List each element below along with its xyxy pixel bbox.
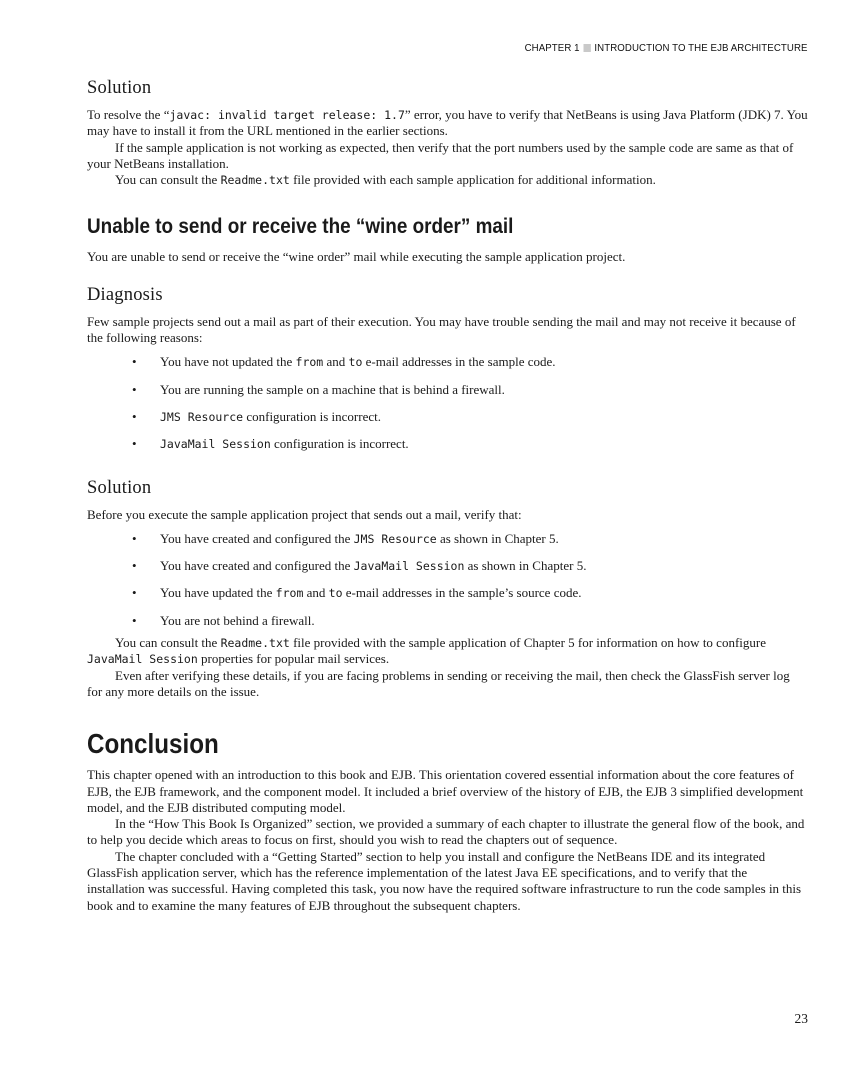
diagnosis-paragraph: Few sample projects send out a mail as part of their execution. You may have trouble sending the mail and may not receive it because of the following reasons: xyxy=(87,313,796,346)
solution-heading-2: Solution xyxy=(87,477,152,498)
list-item: • You have created and configured the JMS Resource as shown in Chapter 5. xyxy=(132,530,559,546)
solution-heading: Solution xyxy=(87,78,152,98)
list-item: • You are not behind a firewall. xyxy=(132,612,315,628)
running-header xyxy=(525,42,808,54)
list-item: • You have not updated the from and to e-mail addresses in the sample code. xyxy=(132,354,556,370)
diagnosis-heading: Diagnosis xyxy=(87,284,163,305)
readme-code: Readme.txt xyxy=(220,173,290,188)
conclusion-paragraph-1: This chapter opened with an introduction to this book and EJB. This orientation covered essential information about the core features of EJB, the EJB framework, and the component model. It included a brief overview of the history of EJB, the EJB 3 simplified development model, and the EJB distributed computing model. xyxy=(87,767,804,815)
solution2-paragraph-3: Even after verifying these details, if you are facing problems in sending or receiving the mail, then check the GlassFish server log for any more details on the issue. xyxy=(87,667,790,699)
list-item: • JMS Resource configuration is incorrect. xyxy=(132,408,381,424)
solution2-paragraph-2: You can consult the Readme.txt file provided with the sample application of Chapter 5 for information on how to configure JavaMail Session properties for popular mail services. xyxy=(87,635,766,667)
conclusion-heading: Conclusion xyxy=(87,728,219,760)
solution-paragraph-2: If the sample application is not working as expected, then verify that the port numbers used by the sample code are same as that of your NetBeans installation. xyxy=(87,139,794,171)
chapter-label: CHAPTER 1 xyxy=(525,42,581,54)
diagnosis-list xyxy=(87,354,808,452)
solution-paragraph-1: To resolve the “javac: invalid target release: 1.7” error, you have to verify that NetBeans is using Java Platform (JDK) 7. You may have to install it from the URL mentioned in the earlier sections. xyxy=(87,107,808,139)
problem-paragraph: You are unable to send or receive the “wine order” mail while executing the sample application project. xyxy=(87,249,626,265)
list-item: • You have updated the from and to e-mail addresses in the sample’s source code. xyxy=(132,585,582,601)
solution-paragraph-3: You can consult the Readme.txt file provided with each sample application for additional information. xyxy=(115,172,656,188)
book-page xyxy=(87,0,808,1065)
list-item: • You are running the sample on a machine that is behind a firewall. xyxy=(132,381,505,397)
page-number: 23 xyxy=(794,1011,808,1026)
conclusion-paragraph-2: In the “How This Book Is Organized” section, we provided a summary of each chapter to illustrate the general flow of the book, and to help you decide which areas to focus on first, should you wish to read the chapters out of sequence. xyxy=(87,816,805,848)
error-code: javac: invalid target release: 1.7 xyxy=(169,108,405,122)
header-separator xyxy=(584,44,591,52)
list-item: • JavaMail Session configuration is incorrect. xyxy=(132,436,409,452)
problem-heading: Unable to send or receive the “wine order” mail xyxy=(87,215,514,239)
page-content xyxy=(87,76,808,914)
solution2-paragraph: Before you execute the sample application project that sends out a mail, verify that: xyxy=(87,506,522,522)
list-item: • You have created and configured the JavaMail Session as shown in Chapter 5. xyxy=(132,558,587,574)
chapter-title: INTRODUCTION TO THE EJB ARCHITECTURE xyxy=(594,42,808,54)
conclusion-paragraph-3: The chapter concluded with a “Getting Started” section to help you install and configure the NetBeans IDE and its integrated GlassFish application server, which has the reference implementation of the latest Java EE specifications, and to verify that the installation was successful. Having completed this task, you now have the required software infrastructure to run the code samples in this book and to examine the many features of EJB throughout the subsequent chapters. xyxy=(87,848,802,913)
solution-list xyxy=(87,531,808,629)
